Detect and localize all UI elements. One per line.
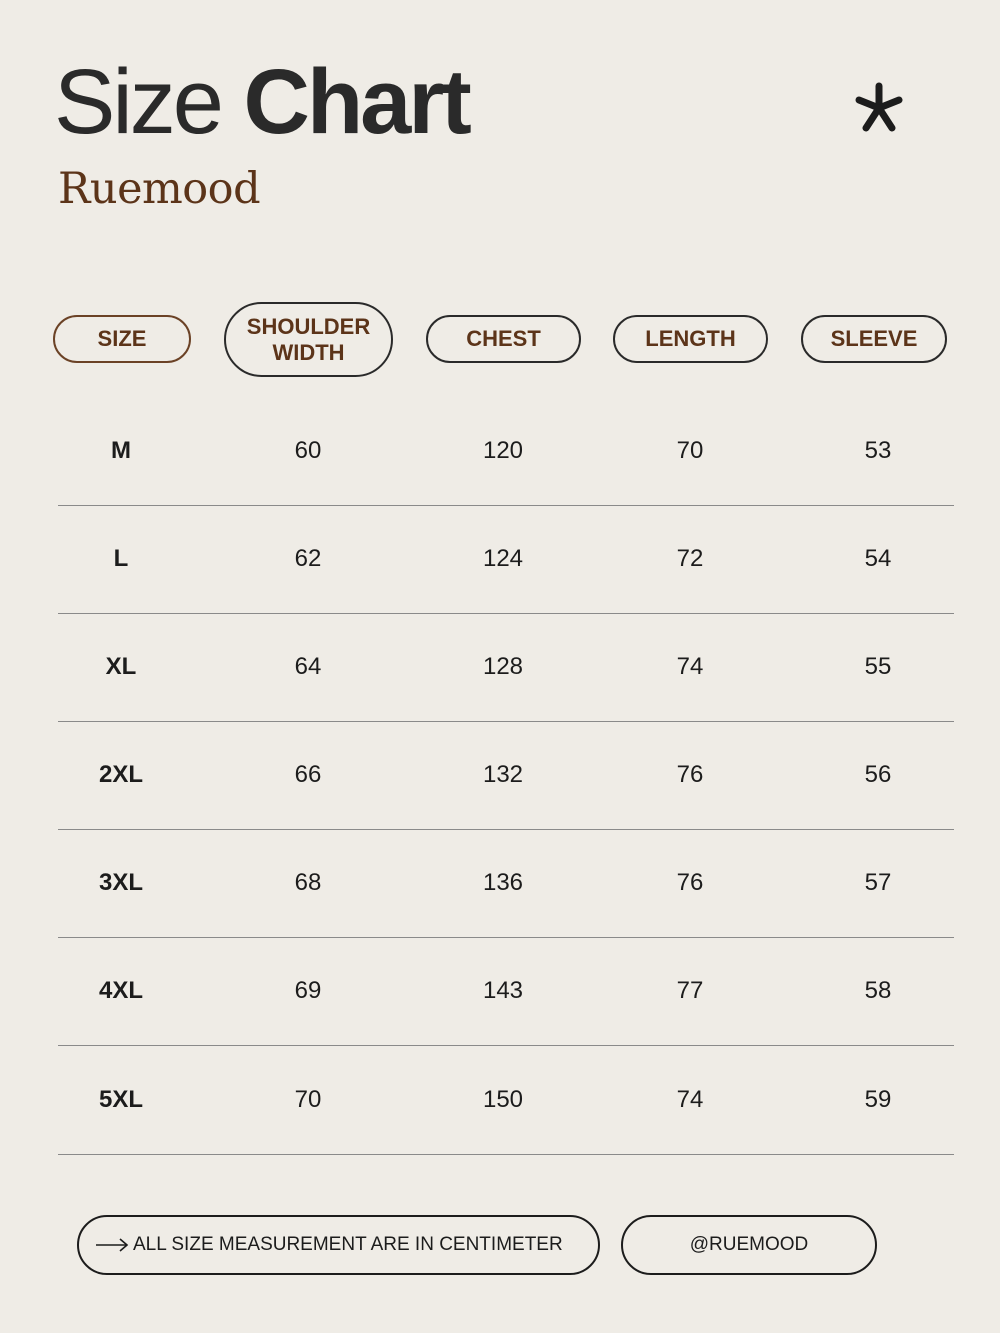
cell-sleeve: 59 — [864, 1086, 892, 1113]
cell-size: L — [113, 545, 129, 572]
cell-sleeve: 54 — [864, 545, 892, 572]
cell-shoulder: 66 — [294, 761, 322, 788]
brand-name: Ruemood — [58, 164, 261, 214]
cell-size: 4XL — [98, 977, 143, 1004]
cell-sleeve: 56 — [864, 761, 892, 788]
header-chest — [426, 315, 581, 363]
cell-length: 72 — [676, 545, 704, 572]
cell-chest: 128 — [482, 653, 524, 680]
cell-length: 74 — [676, 653, 704, 680]
cell-length: 74 — [676, 1086, 704, 1113]
cell-shoulder: 60 — [294, 437, 322, 464]
table-row — [58, 505, 954, 614]
header-sleeve-label: SLEEVE — [830, 326, 918, 351]
cell-chest: 136 — [482, 869, 524, 896]
table-row — [58, 721, 954, 830]
header-shoulder-width — [224, 302, 393, 377]
header-sleeve — [801, 315, 947, 363]
table-row — [58, 1046, 954, 1155]
header-size-label: SIZE — [97, 326, 147, 351]
cell-shoulder: 70 — [294, 1086, 322, 1113]
cell-chest: 132 — [482, 761, 524, 788]
header-size — [53, 315, 191, 363]
social-handle[interactable] — [621, 1215, 877, 1275]
header-shoulder-line2: WIDTH — [272, 339, 345, 365]
cell-length: 76 — [676, 869, 704, 896]
header-length — [613, 315, 768, 363]
cell-size: 3XL — [98, 869, 143, 896]
title-bold: Chart — [243, 51, 469, 153]
cell-chest: 143 — [482, 977, 524, 1004]
cell-size: M — [111, 437, 131, 464]
social-handle-text: @RUEMOOD — [689, 1234, 809, 1255]
page-title — [54, 52, 469, 152]
cell-shoulder: 68 — [294, 869, 322, 896]
cell-length: 77 — [676, 977, 704, 1004]
measurement-note-text: ALL SIZE MEASUREMENT ARE IN CENTIMETER — [133, 1234, 563, 1255]
cell-size: XL — [105, 653, 137, 680]
table-row — [58, 937, 954, 1046]
cell-sleeve: 58 — [864, 977, 892, 1004]
cell-chest: 120 — [482, 437, 524, 464]
cell-length: 70 — [676, 437, 704, 464]
cell-sleeve: 57 — [864, 869, 892, 896]
cell-size: 2XL — [98, 761, 143, 788]
cell-sleeve: 53 — [864, 437, 892, 464]
header-chest-label: CHEST — [466, 326, 541, 351]
asterisk-icon — [852, 78, 906, 138]
arrow-right-icon — [95, 1238, 129, 1252]
measurement-note — [77, 1215, 600, 1275]
title-light: Size — [54, 51, 221, 153]
table-row — [58, 829, 954, 938]
cell-size: 5XL — [98, 1086, 143, 1113]
cell-shoulder: 64 — [294, 653, 322, 680]
cell-shoulder: 69 — [294, 977, 322, 1004]
cell-length: 76 — [676, 761, 704, 788]
cell-chest: 150 — [482, 1086, 524, 1113]
table-row — [58, 613, 954, 722]
header-length-label: LENGTH — [645, 326, 736, 351]
cell-shoulder: 62 — [294, 545, 322, 572]
cell-chest: 124 — [482, 545, 524, 572]
cell-sleeve: 55 — [864, 653, 892, 680]
header-shoulder-line1: SHOULDER — [246, 313, 371, 339]
table-row — [58, 397, 954, 506]
